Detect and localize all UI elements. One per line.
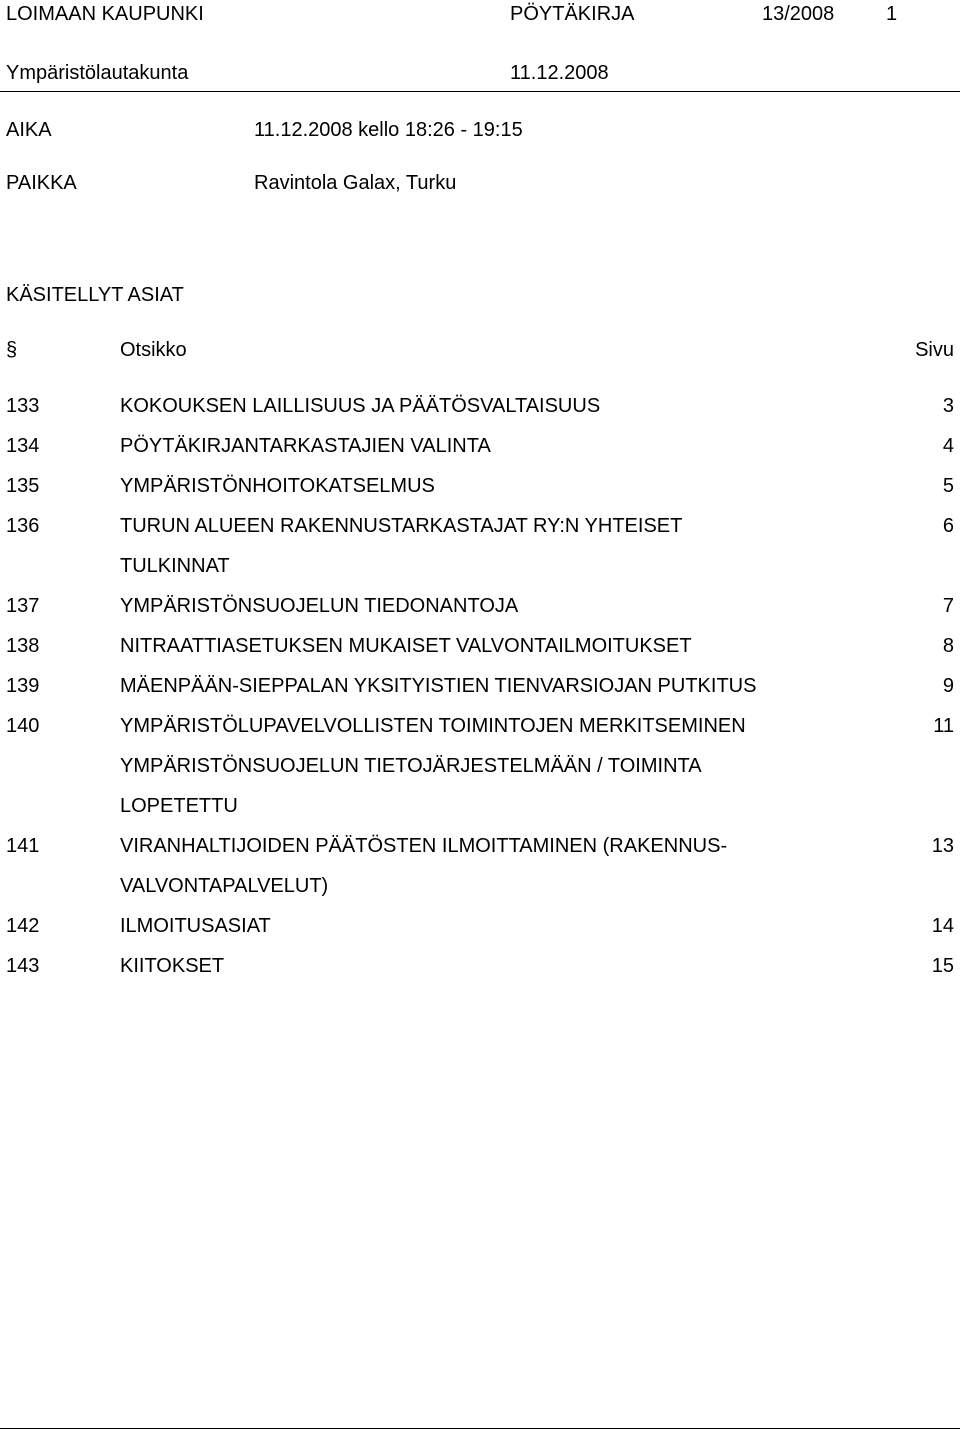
toc-item-number: 136 xyxy=(6,515,40,537)
toc-item-title-line: VIRANHALTIJOIDEN PÄÄTÖSTEN ILMOITTAMINEN (RAKENNUS- xyxy=(120,835,728,857)
toc-item-title-line: TULKINNAT xyxy=(120,555,230,577)
toc-item-title-line: YMPÄRISTÖLUPAVELVOLLISTEN TOIMINTOJEN MERKITSEMINEN xyxy=(120,715,746,737)
toc-item-title-line: PÖYTÄKIRJANTARKASTAJIEN VALINTA xyxy=(120,435,491,457)
place-label: PAIKKA xyxy=(6,172,77,194)
toc-item-page: 5 xyxy=(942,475,954,497)
toc-item-page: 11 xyxy=(933,715,954,737)
place-value: Ravintola Galax, Turku xyxy=(254,172,457,194)
toc-item-title-line: YMPÄRISTÖNSUOJELUN TIEDONANTOJA xyxy=(120,595,519,617)
bottom-divider xyxy=(0,1428,960,1429)
page-number: 1 xyxy=(886,3,898,25)
toc-column-page: Sivu xyxy=(915,339,954,361)
toc-row xyxy=(0,514,960,577)
toc-row xyxy=(0,714,960,817)
time-label: AIKA xyxy=(6,119,52,141)
toc-item-title-line: ILMOITUSASIAT xyxy=(120,915,271,937)
toc-item-title-line: YMPÄRISTÖNHOITOKATSELMUS xyxy=(120,475,435,497)
toc-item-title-line: TURUN ALUEEN RAKENNUSTARKASTAJAT RY:N YHTEISET xyxy=(120,515,683,537)
toc-item-title-line: KIITOKSET xyxy=(120,955,225,977)
document-number: 13/2008 xyxy=(762,3,835,25)
toc-item-number: 141 xyxy=(6,835,40,857)
toc-row xyxy=(0,474,960,514)
toc-item-page: 8 xyxy=(942,635,954,657)
toc-item-number: 140 xyxy=(6,715,40,737)
toc-item-number: 142 xyxy=(6,915,40,937)
toc-item-number: 143 xyxy=(6,955,40,977)
toc-item-page: 9 xyxy=(942,675,954,697)
toc-item-number: 139 xyxy=(6,675,40,697)
header-divider xyxy=(0,91,960,92)
toc-heading: KÄSITELLYT ASIAT xyxy=(6,284,184,306)
toc-item-title-line: NITRAATTIASETUKSEN MUKAISET VALVONTAILMOITUKSET xyxy=(120,635,692,657)
toc-item-number: 135 xyxy=(6,475,40,497)
toc-item-page: 6 xyxy=(942,515,954,537)
document-date: 11.12.2008 xyxy=(510,62,609,84)
time-value: 11.12.2008 kello 18:26 - 19:15 xyxy=(254,119,523,141)
toc-row xyxy=(0,954,960,994)
document-type: PÖYTÄKIRJA xyxy=(510,3,635,25)
toc-item-title-line: KOKOUKSEN LAILLISUUS JA PÄÄTÖSVALTAISUUS xyxy=(120,395,601,417)
toc-item-page: 4 xyxy=(942,435,954,457)
toc-item-title-line: VALVONTAPALVELUT) xyxy=(120,875,329,897)
section-symbol: § xyxy=(6,339,18,361)
toc-row xyxy=(0,634,960,674)
toc-item-page: 14 xyxy=(931,915,954,937)
toc-item-number: 138 xyxy=(6,635,40,657)
toc-item-page: 7 xyxy=(942,595,954,617)
toc-row xyxy=(0,394,960,434)
toc-row xyxy=(0,434,960,474)
toc-item-page: 15 xyxy=(931,955,954,977)
toc-item-number: 134 xyxy=(6,435,40,457)
toc-item-page: 3 xyxy=(942,395,954,417)
toc-item-page: 13 xyxy=(931,835,954,857)
toc-row xyxy=(0,914,960,954)
committee-name: Ympäristölautakunta xyxy=(6,62,189,84)
toc-row xyxy=(0,594,960,634)
toc-row xyxy=(0,674,960,714)
toc-item-title-line: YMPÄRISTÖNSUOJELUN TIETOJÄRJESTELMÄÄN / TOIMINTA xyxy=(120,755,702,777)
municipality-name: LOIMAAN KAUPUNKI xyxy=(6,3,204,25)
toc-item-number: 137 xyxy=(6,595,40,617)
toc-item-title-line: MÄENPÄÄN-SIEPPALAN YKSITYISTIEN TIENVARSIOJAN PUTKITUS xyxy=(120,675,757,697)
toc-row xyxy=(0,834,960,897)
toc-column-title: Otsikko xyxy=(120,339,187,361)
toc-item-number: 133 xyxy=(6,395,40,417)
toc-item-title-line: LOPETETTU xyxy=(120,795,238,817)
